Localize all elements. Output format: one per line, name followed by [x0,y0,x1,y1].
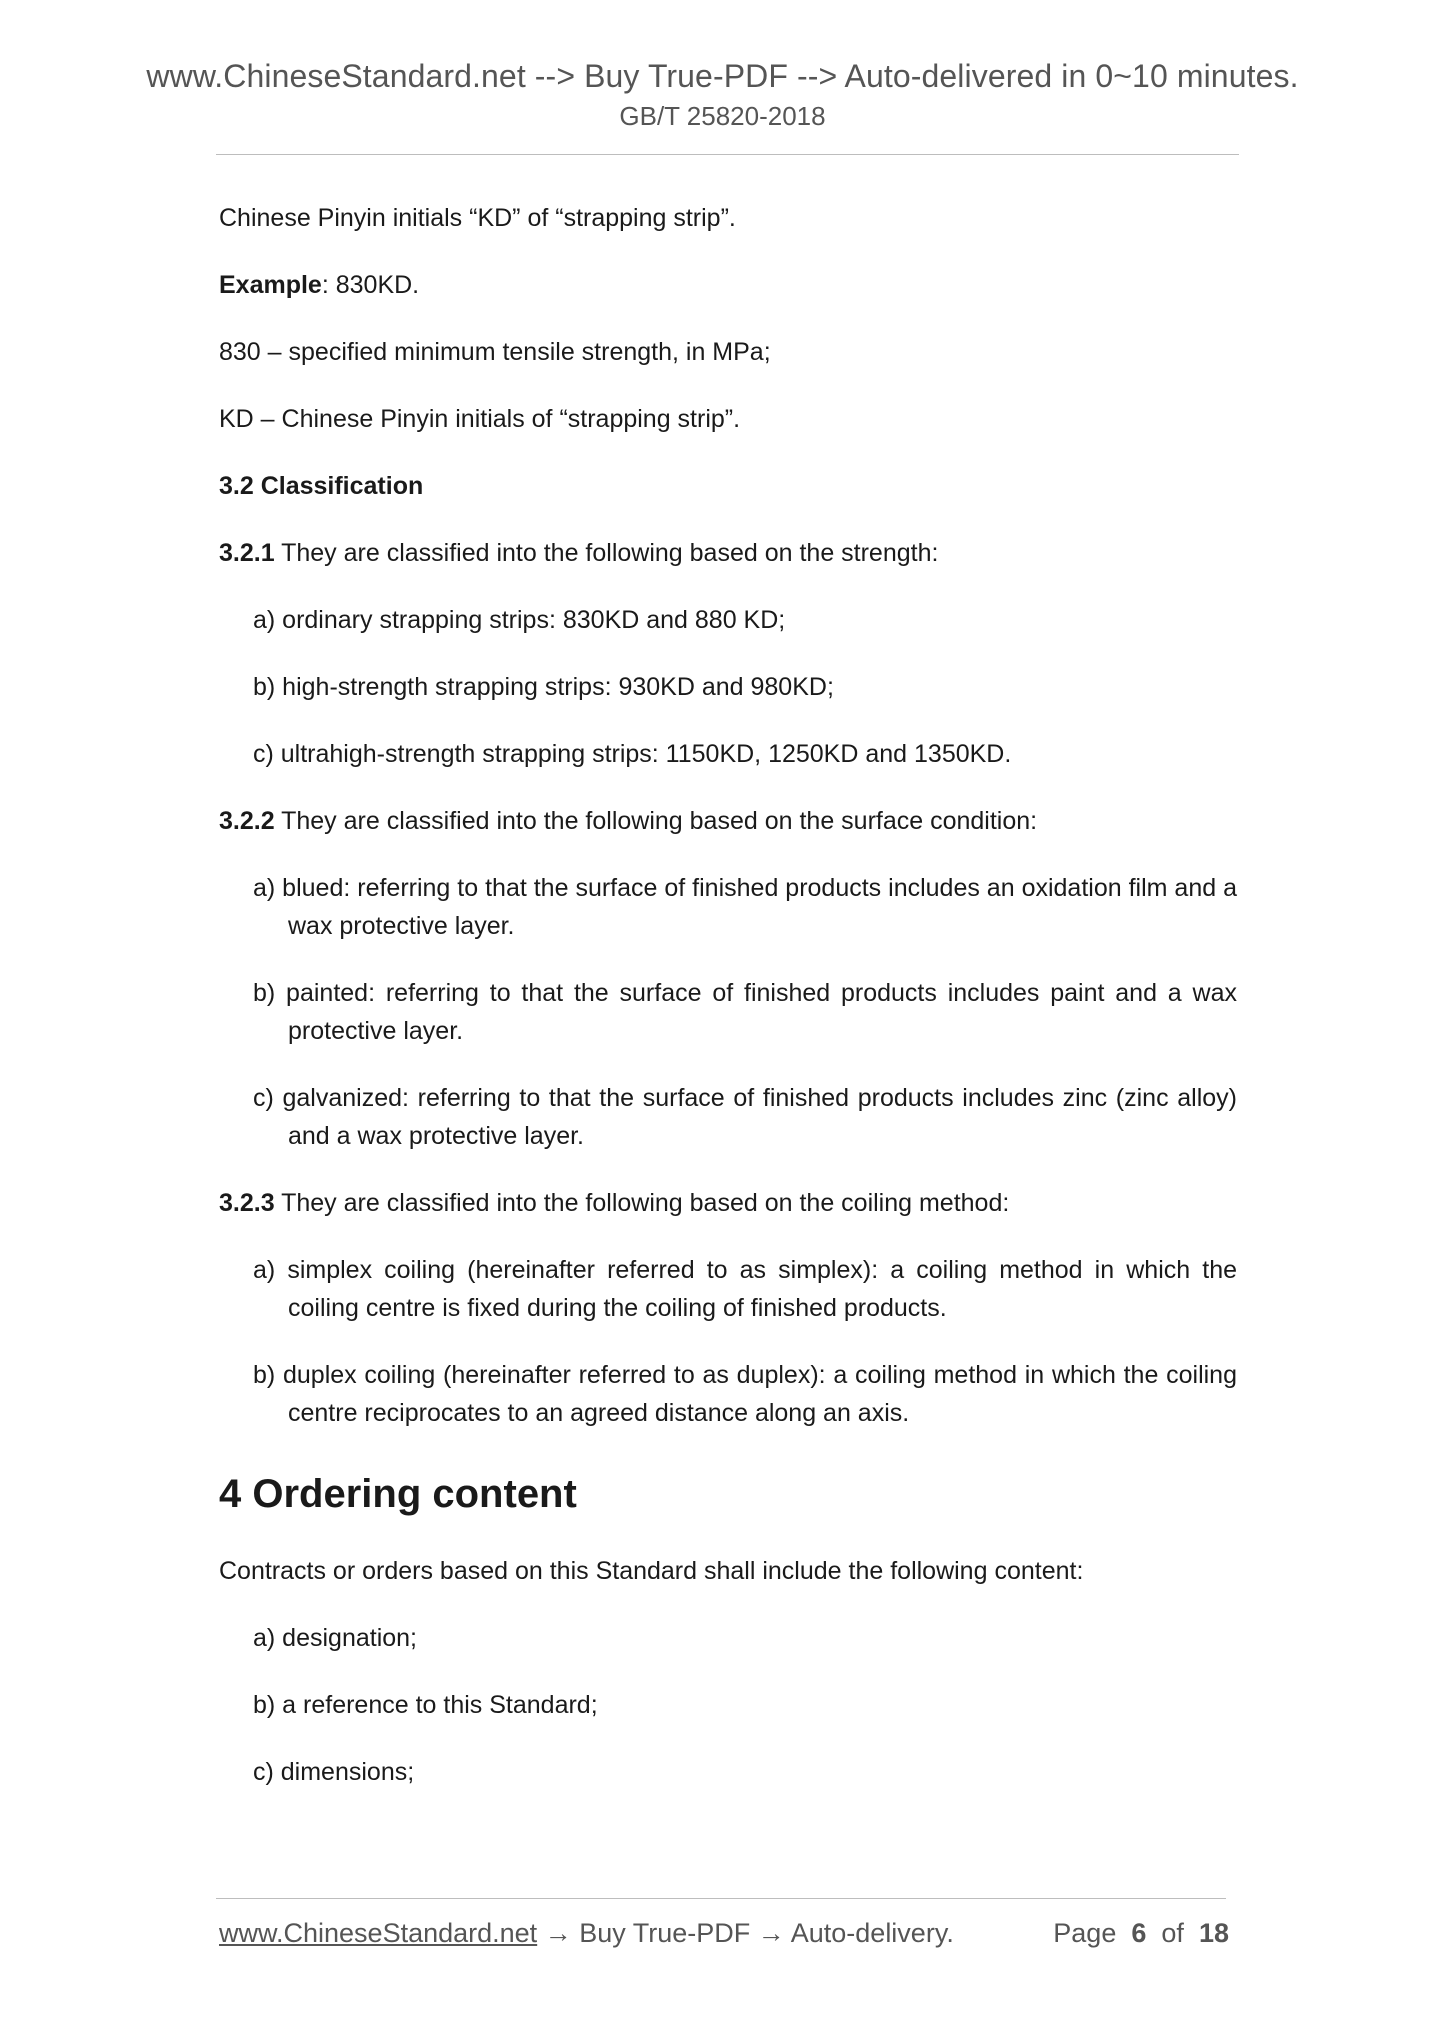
clause-text: They are classified into the following based on the coiling method: [274,1189,1010,1217]
definition-830: 830 – specified minimum tensile strength, in MPa; [219,338,771,366]
page-word: Page [1053,1918,1117,1948]
list-item: a) blued: referring to that the surface of finished products includes an oxidation film and a wax protective layer. [253,874,1237,940]
clause-number: 3.2.3 [219,1189,275,1217]
section-3-2-heading: 3.2 Classification [219,472,424,500]
list-item: b) painted: referring to that the surface of finished products includes paint and a wax protective layer. [253,979,1237,1045]
section-4-intro: Contracts or orders based on this Standard shall include the following content: [219,1557,1084,1585]
list-item: a) ordinary strapping strips: 830KD and 880 KD; [253,606,786,634]
clause-3-2-2 [219,802,1237,840]
example-text: : 830KD. [321,271,420,299]
clause-text: They are classified into the following based on the surface condition: [274,807,1038,835]
intro-line: Chinese Pinyin initials “KD” of “strapping strip”. [219,204,736,232]
list-item: b) duplex coiling (hereinafter referred to as duplex): a coiling method in which the coiling centre reciprocates to an agreed distance along an axis. [253,1361,1237,1427]
list-item: a) designation; [253,1624,418,1652]
example-line [219,266,1237,304]
header-divider [216,154,1239,155]
footer-promo-text: → Buy True-PDF → Auto-delivery. [537,1918,954,1948]
list-item: b) a reference to this Standard; [253,1691,598,1719]
total-pages: 18 [1198,1918,1229,1948]
clause-3-2-1 [219,534,1237,572]
list-item: c) ultrahigh-strength strapping strips: 1150KD, 1250KD and 1350KD. [253,740,1012,768]
section-4-heading: 4 Ordering content [219,1472,577,1516]
example-label: Example [219,271,322,299]
of-word: of [1161,1918,1184,1948]
footer-site-link[interactable]: www.ChineseStandard.net [219,1918,538,1948]
standard-code: GB/T 25820-2018 [619,101,826,131]
list-item: a) simplex coiling (hereinafter referred to as simplex): a coiling method in which the coiling centre is fixed during the coiling of finished products. [253,1256,1237,1322]
clause-text: They are classified into the following based on the strength: [274,539,939,567]
list-item: c) galvanized: referring to that the surface of finished products includes zinc (zinc alloy) and a wax protective layer. [253,1084,1237,1150]
document-body [219,199,1237,1820]
header-banner: www.ChineseStandard.net --> Buy True-PDF --> Auto-delivered in 0~10 minutes. [146,58,1299,94]
page-number: 6 [1131,1918,1147,1948]
page-indicator [1053,1916,1229,1950]
definition-kd: KD – Chinese Pinyin initials of “strapping strip”. [219,405,741,433]
list-item: c) dimensions; [253,1758,415,1786]
list-item: b) high-strength strapping strips: 930KD and 980KD; [253,673,834,701]
clause-number: 3.2.1 [219,539,275,567]
footer-divider [216,1898,1226,1899]
clause-3-2-3 [219,1184,1237,1222]
clause-number: 3.2.2 [219,807,275,835]
page-footer [219,1916,1229,1950]
page-header [0,56,1445,133]
